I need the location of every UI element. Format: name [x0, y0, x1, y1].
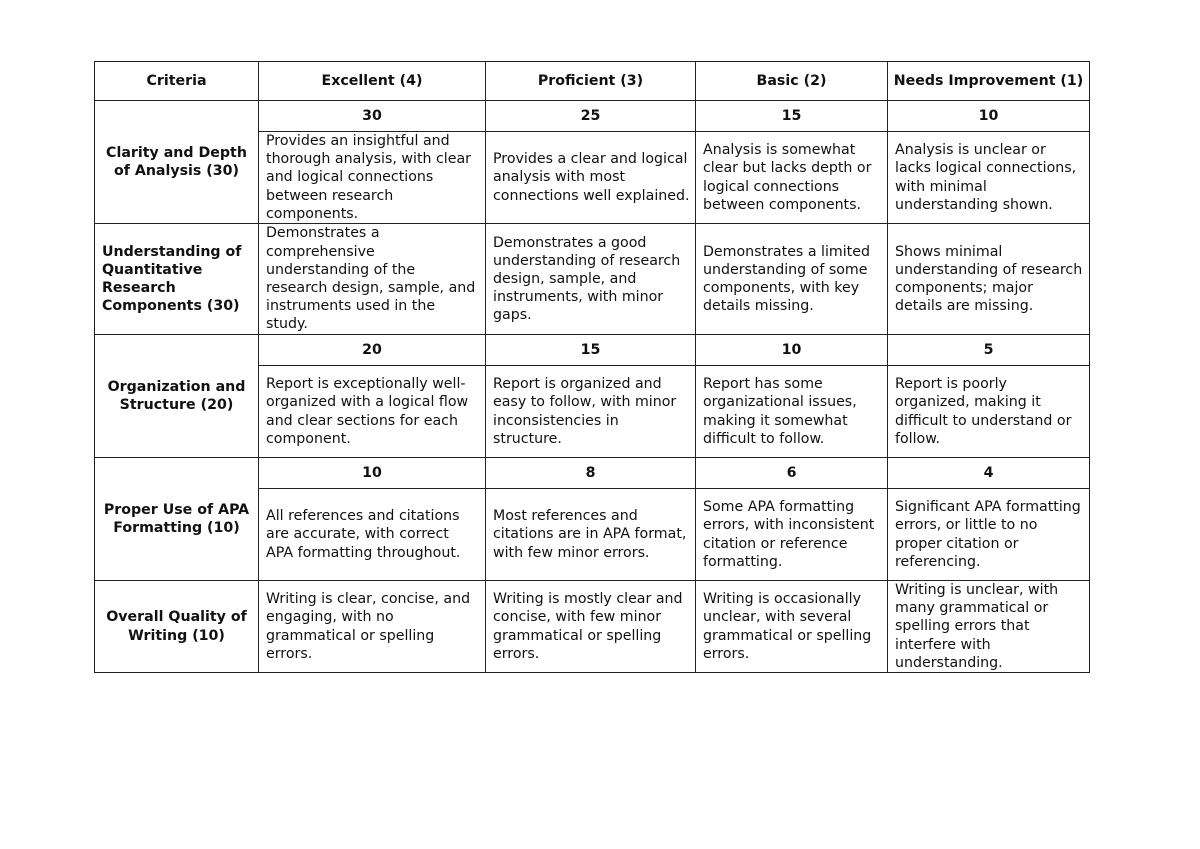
description-cell: All references and citations are accurate, with correct APA formatting throughout. — [259, 489, 486, 581]
score-cell: 15 — [486, 335, 696, 366]
description-cell: Writing is clear, concise, and engaging, with no grammatical or spelling errors. — [259, 581, 486, 673]
criterion-organization: Organization and Structure (20) — [95, 335, 259, 458]
score-cell: 30 — [259, 101, 486, 132]
description-cell: Writing is unclear, with many grammatical or spelling errors that interfere with understanding. — [888, 581, 1090, 673]
description-cell: Significant APA formatting errors, or little to no proper citation or referencing. — [888, 489, 1090, 581]
score-cell: 10 — [259, 458, 486, 489]
description-cell: Most references and citations are in APA format, with few minor errors. — [486, 489, 696, 581]
header-excellent: Excellent (4) — [259, 62, 486, 101]
criterion-writing: Overall Quality of Writing (10) — [95, 581, 259, 673]
score-cell: 5 — [888, 335, 1090, 366]
score-cell: 20 — [259, 335, 486, 366]
score-cell: 10 — [888, 101, 1090, 132]
score-cell: 6 — [696, 458, 888, 489]
criterion-understanding: Understanding of Quantitative Research Components (30) — [95, 224, 259, 335]
header-criteria: Criteria — [95, 62, 259, 101]
description-cell: Provides an insightful and thorough analysis, with clear and logical connections between research components. — [259, 132, 486, 224]
description-cell: Writing is mostly clear and concise, with few minor grammatical or spelling errors. — [486, 581, 696, 673]
description-row-understanding — [95, 224, 1090, 335]
header-basic: Basic (2) — [696, 62, 888, 101]
description-cell: Demonstrates a comprehensive understanding of the research design, sample, and instruments used in the study. — [259, 224, 486, 335]
criterion-clarity: Clarity and Depth of Analysis (30) — [95, 101, 259, 224]
score-cell: 25 — [486, 101, 696, 132]
description-cell: Provides a clear and logical analysis with most connections well explained. — [486, 132, 696, 224]
score-row-clarity — [95, 101, 1090, 132]
description-cell: Report is poorly organized, making it difficult to understand or follow. — [888, 366, 1090, 458]
description-cell: Writing is occasionally unclear, with several grammatical or spelling errors. — [696, 581, 888, 673]
header-proficient: Proficient (3) — [486, 62, 696, 101]
rubric-table — [94, 61, 1090, 673]
description-cell: Some APA formatting errors, with inconsistent citation or reference formatting. — [696, 489, 888, 581]
description-cell: Analysis is unclear or lacks logical connections, with minimal understanding shown. — [888, 132, 1090, 224]
score-row-organization — [95, 335, 1090, 366]
description-cell: Report is organized and easy to follow, with minor inconsistencies in structure. — [486, 366, 696, 458]
score-cell: 4 — [888, 458, 1090, 489]
description-cell: Shows minimal understanding of research components; major details are missing. — [888, 224, 1090, 335]
header-needs-improvement: Needs Improvement (1) — [888, 62, 1090, 101]
description-row-writing — [95, 581, 1090, 673]
score-cell: 15 — [696, 101, 888, 132]
score-cell: 8 — [486, 458, 696, 489]
criterion-apa: Proper Use of APA Formatting (10) — [95, 458, 259, 581]
score-cell: 10 — [696, 335, 888, 366]
description-cell: Report has some organizational issues, making it somewhat difficult to follow. — [696, 366, 888, 458]
description-cell: Analysis is somewhat clear but lacks depth or logical connections between components. — [696, 132, 888, 224]
description-cell: Report is exceptionally well-organized with a logical flow and clear sections for each component. — [259, 366, 486, 458]
description-cell: Demonstrates a good understanding of research design, sample, and instruments, with minor gaps. — [486, 224, 696, 335]
header-row — [95, 62, 1090, 101]
description-cell: Demonstrates a limited understanding of some components, with key details missing. — [696, 224, 888, 335]
score-row-apa — [95, 458, 1090, 489]
